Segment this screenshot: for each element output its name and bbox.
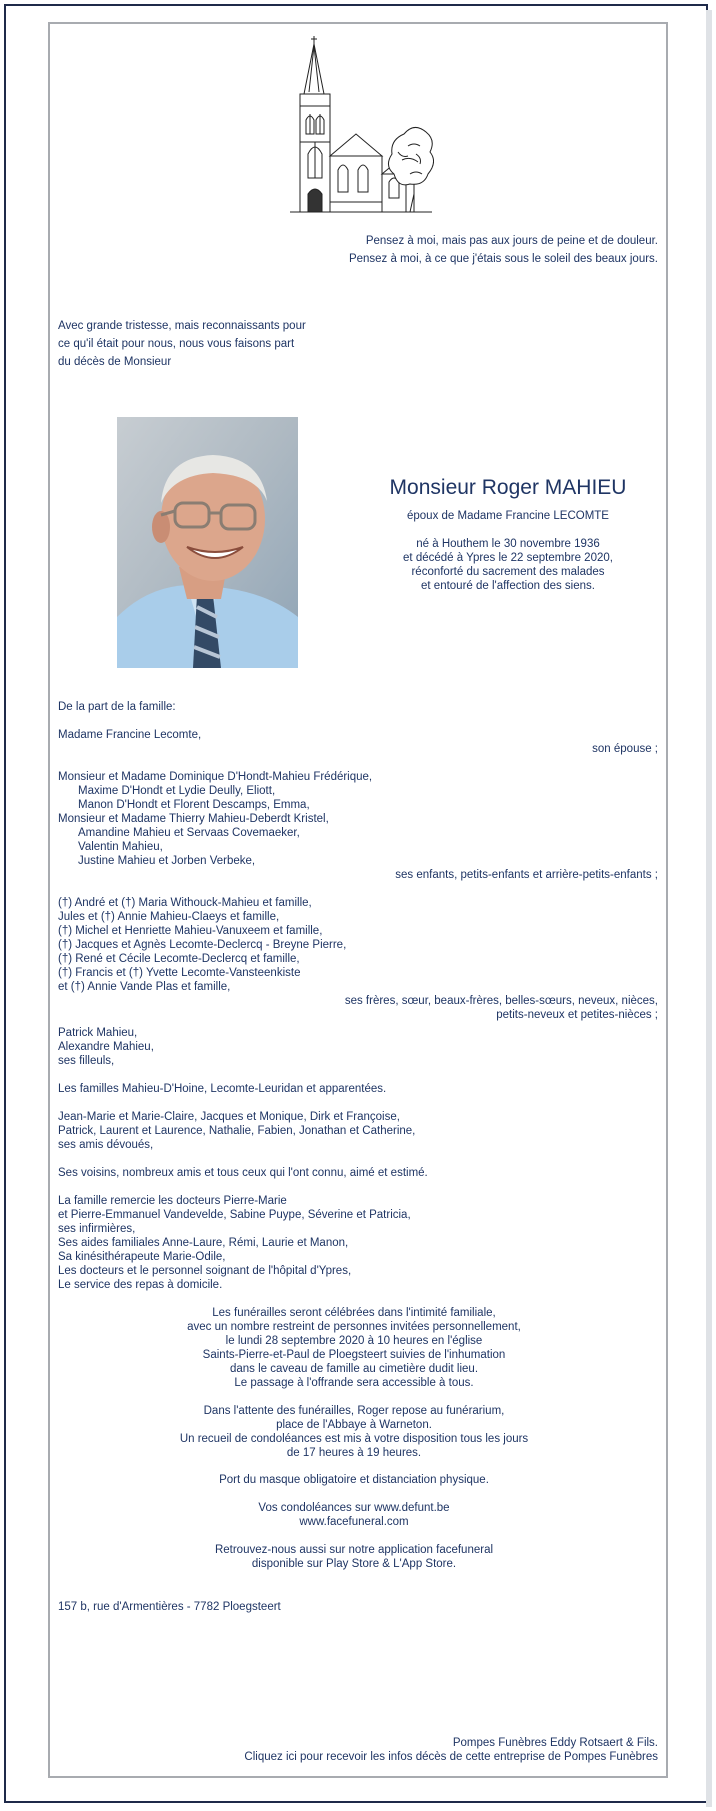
condolences-line: www.facefuneral.com — [299, 1516, 409, 1528]
deceased-name: Monsieur Roger MAHIEU — [389, 476, 627, 499]
list-item: Monsieur et Madame Dominique D'Hondt-Mahieu Frédérique, — [58, 771, 373, 783]
intro-line: Avec grande tristesse, mais reconnaissants pour — [58, 320, 306, 332]
funeral-line: dans le caveau de famille au cimetière dudit lieu. — [229, 1363, 479, 1375]
list-item: Jean-Marie et Marie-Claire, Jacques et Monique, Dirk et Françoise, — [58, 1111, 400, 1123]
list-item: et (†) Annie Vande Plas et famille, — [58, 981, 231, 993]
list-item: Amandine Mahieu et Servaas Covemaeker, — [78, 827, 300, 839]
friends-list — [58, 1110, 658, 1152]
detail-line: et entouré de l'affection des siens. — [421, 580, 595, 592]
funeral-line: Les funérailles seront célébrées dans l'intimité familiale, — [212, 1307, 496, 1319]
funeral-line: Saints-Pierre-et-Paul de Ploegsteert suivies de l'inhumation — [202, 1349, 506, 1361]
frame-shadow — [706, 10, 712, 1807]
subscribe-link[interactable]: Cliquez ici pour recevoir les infos décès de cette entreprise de Pompes Funèbres — [244, 1751, 658, 1763]
list-item: (†) Michel et Henriette Mahieu-Vanuxeem et famille, — [58, 925, 323, 937]
list-item: (†) René et Cécile Lecomte-Declercq et famille, — [58, 953, 300, 965]
app-info — [120, 1543, 588, 1571]
list-item: Les docteurs et le personnel soignant de l'hôpital d'Ypres, — [58, 1265, 352, 1277]
wife-role: son épouse ; — [592, 743, 658, 755]
neighbours-line: Ses voisins, nombreux amis et tous ceux qui l'ont connu, aimé et estimé. — [58, 1167, 428, 1179]
condolences-line: Vos condoléances sur www.defunt.be — [258, 1502, 450, 1514]
app-line: Retrouvez-nous aussi sur notre application facefuneral — [214, 1544, 494, 1556]
company-name: Pompes Funèbres Eddy Rotsaert & Fils. — [452, 1737, 658, 1749]
list-item: ses infirmières, — [58, 1223, 136, 1235]
list-item: ses amis dévoués, — [58, 1139, 154, 1151]
siblings-list — [58, 896, 658, 994]
funeral-line: avec un nombre restreint de personnes invitées personnellement, — [187, 1321, 521, 1333]
funerarium-line: place de l'Abbaye à Warneton. — [276, 1419, 432, 1431]
list-item: Sa kinésithérapeute Marie-Odile, — [58, 1251, 226, 1263]
thanks-list — [58, 1194, 658, 1292]
detail-line: réconforté du sacrement des malades — [411, 566, 605, 578]
list-item: Patrick Mahieu, — [58, 1027, 138, 1039]
role-line: petits-neveux et petites-nièces ; — [496, 1009, 658, 1021]
list-item: (†) André et (†) Maria Withouck-Mahieu et famille, — [58, 897, 312, 909]
list-item: Manon D'Hondt et Florent Descamps, Emma, — [78, 799, 310, 811]
poem-line: Pensez à moi, mais pas aux jours de peine et de douleur. — [365, 235, 658, 247]
role-line: ses frères, sœur, beaux-frères, belles-sœurs, neveux, nièces, — [344, 995, 658, 1007]
godchildren-list — [58, 1026, 658, 1068]
list-item: La famille remercie les docteurs Pierre-Marie — [58, 1195, 287, 1207]
funeral-line: Le passage à l'offrande sera accessible à tous. — [234, 1377, 474, 1389]
condolences-info — [120, 1501, 588, 1529]
detail-line: et décédé à Ypres le 22 septembre 2020, — [403, 552, 613, 564]
funerarium-line: Un recueil de condoléances est mis à votre disposition tous les jours — [179, 1433, 529, 1445]
list-item: Ses aides familiales Anne-Laure, Rémi, Laurie et Manon, — [58, 1237, 349, 1249]
list-item: (†) Francis et (†) Yvette Lecomte-Vansteenkiste — [58, 967, 301, 979]
poem-line: Pensez à moi, à ce que j'étais sous le soleil des beaux jours. — [348, 253, 658, 265]
spouse-line: époux de Madame Francine LECOMTE — [407, 510, 609, 522]
list-item: (†) Jacques et Agnès Lecomte-Declercq - Breyne Pierre, — [58, 939, 347, 951]
list-item: Maxime D'Hondt et Lydie Deully, Eliott, — [78, 785, 276, 797]
deceased-info — [375, 475, 641, 593]
list-item: Jules et (†) Annie Mahieu-Claeys et famille, — [58, 911, 280, 923]
funerarium-line: de 17 heures à 19 heures. — [286, 1447, 422, 1459]
list-item: Justine Mahieu et Jorben Verbeke, — [78, 855, 256, 867]
list-item: Monsieur et Madame Thierry Mahieu-Deberdt Kristel, — [58, 813, 329, 825]
siblings-role — [58, 994, 658, 1022]
funeral-line: le lundi 28 septembre 2020 à 10 heures en l'église — [225, 1335, 483, 1347]
intro-line: du décès de Monsieur — [58, 356, 172, 368]
church-illustration — [286, 34, 434, 218]
mask-notice: Port du masque obligatoire et distanciation physique. — [219, 1474, 489, 1486]
family-header: De la part de la famille: — [58, 701, 176, 713]
list-item: Patrick, Laurent et Laurence, Nathalie, Fabien, Jonathan et Catherine, — [58, 1125, 416, 1137]
funerarium-info — [120, 1404, 588, 1460]
portrait-image — [117, 417, 298, 668]
address: 157 b, rue d'Armentières - 7782 Ploegsteert — [58, 1601, 281, 1613]
intro-text — [58, 317, 358, 371]
footer — [200, 1736, 658, 1764]
list-item: ses filleuls, — [58, 1055, 115, 1067]
children-role: ses enfants, petits-enfants et arrière-petits-enfants ; — [395, 869, 658, 881]
funeral-info — [120, 1306, 588, 1390]
list-item: Valentin Mahieu, — [78, 841, 163, 853]
poem — [300, 232, 658, 268]
families-line: Les familles Mahieu-D'Hoine, Lecomte-Leuridan et apparentées. — [58, 1083, 387, 1095]
detail-line: né à Houthem le 30 novembre 1936 — [416, 538, 600, 550]
deceased-photo — [117, 417, 298, 668]
children-list — [58, 770, 658, 868]
list-item: et Pierre-Emmanuel Vandevelde, Sabine Puype, Séverine et Patricia, — [58, 1209, 411, 1221]
app-line: disponible sur Play Store & L'App Store. — [251, 1558, 457, 1570]
list-item: Le service des repas à domicile. — [58, 1279, 223, 1291]
funerarium-line: Dans l'attente des funérailles, Roger repose au funérarium, — [203, 1405, 505, 1417]
wife-line: Madame Francine Lecomte, — [58, 729, 202, 741]
list-item: Alexandre Mahieu, — [58, 1041, 154, 1053]
intro-line: ce qu'il était pour nous, nous vous faisons part — [58, 338, 295, 350]
